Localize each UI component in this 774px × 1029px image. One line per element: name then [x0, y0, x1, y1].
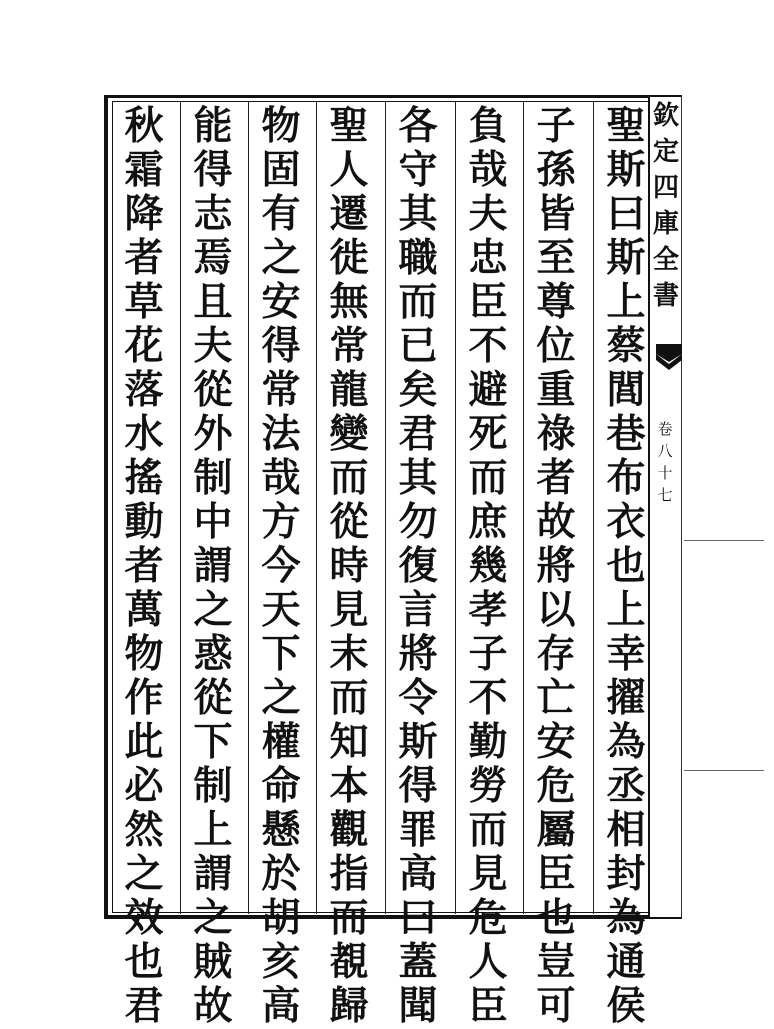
- glyph: 安: [536, 719, 576, 765]
- glyph: 中: [193, 499, 233, 545]
- glyph: 徙: [329, 235, 369, 281]
- glyph: 物: [124, 631, 164, 677]
- glyph: 草: [124, 279, 164, 325]
- glyph: 臣: [468, 279, 508, 325]
- glyph: 斯: [606, 235, 646, 281]
- glyph: 物: [261, 103, 301, 149]
- glyph: 變: [329, 411, 369, 457]
- glyph: 此: [124, 719, 164, 765]
- glyph: 蔡: [606, 323, 646, 369]
- glyph: 祿: [536, 411, 576, 457]
- glyph: 從: [193, 675, 233, 721]
- glyph: 其: [398, 455, 438, 501]
- glyph: 欽: [652, 101, 679, 131]
- glyph: 而: [468, 807, 508, 853]
- glyph: 至: [536, 235, 576, 281]
- glyph: 將: [536, 543, 576, 589]
- glyph: 命: [261, 763, 301, 809]
- glyph: 重: [536, 367, 576, 413]
- text-column: [319, 103, 379, 1029]
- text-column: [458, 103, 518, 1029]
- glyph: 四: [652, 173, 679, 203]
- glyph: 制: [193, 455, 233, 501]
- column-rule: [316, 102, 317, 914]
- glyph: 而: [398, 279, 438, 325]
- glyph: 常: [329, 323, 369, 369]
- glyph: 臣: [468, 983, 508, 1029]
- column-rule: [593, 102, 594, 914]
- glyph: 也: [536, 895, 576, 941]
- glyph: 十: [657, 464, 673, 482]
- glyph: 子: [536, 103, 576, 149]
- glyph: 勿: [398, 499, 438, 545]
- glyph: 動: [124, 499, 164, 545]
- glyph: 聖: [606, 103, 646, 149]
- glyph: 閭: [606, 367, 646, 413]
- text-column: [526, 103, 586, 1029]
- glyph: 外: [193, 411, 233, 457]
- fishtail-mark-icon: [656, 340, 682, 372]
- glyph: 子: [468, 631, 508, 677]
- glyph: 降: [124, 191, 164, 237]
- glyph: 志: [193, 191, 233, 237]
- glyph: 亡: [536, 675, 576, 721]
- glyph: 得: [398, 763, 438, 809]
- glyph: 危: [468, 895, 508, 941]
- glyph: 而: [329, 675, 369, 721]
- glyph: 幸: [606, 631, 646, 677]
- glyph: 庶: [468, 499, 508, 545]
- glyph: 人: [468, 939, 508, 985]
- glyph: 方: [261, 499, 301, 545]
- glyph: 斯: [398, 719, 438, 765]
- glyph: 君: [124, 983, 164, 1029]
- glyph: 秋: [124, 103, 164, 149]
- glyph: 卷: [657, 420, 673, 438]
- glyph: 有: [261, 191, 301, 237]
- glyph: 死: [468, 411, 508, 457]
- glyph: 得: [193, 147, 233, 193]
- glyph: 法: [261, 411, 301, 457]
- glyph: 龍: [329, 367, 369, 413]
- glyph: 落: [124, 367, 164, 413]
- glyph: 下: [193, 719, 233, 765]
- glyph: 定: [652, 137, 679, 167]
- glyph: 勞: [468, 763, 508, 809]
- glyph: 全: [652, 245, 679, 275]
- column-rule: [248, 102, 249, 914]
- glyph: 搖: [124, 455, 164, 501]
- glyph: 聞: [398, 983, 438, 1029]
- glyph: 上: [606, 587, 646, 633]
- glyph: 也: [606, 543, 646, 589]
- glyph: 制: [193, 763, 233, 809]
- glyph: 豈: [536, 939, 576, 985]
- glyph: 從: [193, 367, 233, 413]
- glyph: 聖: [329, 103, 369, 149]
- glyph: 焉: [193, 235, 233, 281]
- glyph: 懸: [261, 807, 301, 853]
- glyph: 效: [124, 895, 164, 941]
- glyph: 觀: [329, 807, 369, 853]
- glyph: 下: [261, 631, 301, 677]
- glyph: 夫: [193, 323, 233, 369]
- glyph: 七: [657, 486, 673, 504]
- glyph: 必: [124, 763, 164, 809]
- text-column: [114, 103, 174, 1029]
- glyph: 令: [398, 675, 438, 721]
- glyph: 位: [536, 323, 576, 369]
- glyph: 守: [398, 147, 438, 193]
- glyph: 臣: [536, 851, 576, 897]
- glyph: 然: [124, 807, 164, 853]
- glyph: 者: [124, 543, 164, 589]
- glyph: 者: [124, 235, 164, 281]
- glyph: 知: [329, 719, 369, 765]
- glyph: 皆: [536, 191, 576, 237]
- glyph: 勤: [468, 719, 508, 765]
- glyph: 故: [536, 499, 576, 545]
- text-column: [183, 103, 243, 1029]
- glyph: 不: [468, 675, 508, 721]
- glyph: 危: [536, 763, 576, 809]
- column-rule: [455, 102, 456, 914]
- glyph: 今: [261, 543, 301, 589]
- glyph: 而: [329, 895, 369, 941]
- glyph: 曰: [606, 191, 646, 237]
- glyph: 常: [261, 367, 301, 413]
- glyph: 避: [468, 367, 508, 413]
- glyph: 本: [329, 763, 369, 809]
- glyph: 作: [124, 675, 164, 721]
- glyph: 通: [606, 939, 646, 985]
- glyph: 矣: [398, 367, 438, 413]
- text-column: [251, 103, 311, 1029]
- glyph: 謂: [193, 851, 233, 897]
- glyph: 以: [536, 587, 576, 633]
- glyph: 幾: [468, 543, 508, 589]
- glyph: 存: [536, 631, 576, 677]
- glyph: 末: [329, 631, 369, 677]
- glyph: 之: [124, 851, 164, 897]
- glyph: 而: [468, 455, 508, 501]
- glyph: 其: [398, 191, 438, 237]
- glyph: 固: [261, 147, 301, 193]
- glyph: 巷: [606, 411, 646, 457]
- glyph: 職: [398, 235, 438, 281]
- glyph: 惑: [193, 631, 233, 677]
- glyph: 亥: [261, 939, 301, 985]
- glyph: 高: [398, 851, 438, 897]
- glyph: 指: [329, 851, 369, 897]
- glyph: 孫: [536, 147, 576, 193]
- glyph: 時: [329, 543, 369, 589]
- glyph: 復: [398, 543, 438, 589]
- glyph: 故: [193, 983, 233, 1029]
- glyph: 衣: [606, 499, 646, 545]
- glyph: 罪: [398, 807, 438, 853]
- glyph: 曰: [398, 895, 438, 941]
- text-column: [388, 103, 448, 1029]
- glyph: 侯: [606, 983, 646, 1029]
- glyph: 哉: [261, 455, 301, 501]
- text-column: [596, 103, 656, 1029]
- glyph: 尊: [536, 279, 576, 325]
- glyph: 蓋: [398, 939, 438, 985]
- glyph: 之: [193, 587, 233, 633]
- glyph: 上: [193, 807, 233, 853]
- glyph: 已: [398, 323, 438, 369]
- glyph: 上: [606, 279, 646, 325]
- glyph: 權: [261, 719, 301, 765]
- glyph: 庫: [652, 209, 679, 239]
- glyph: 可: [536, 983, 576, 1029]
- glyph: 而: [329, 455, 369, 501]
- glyph: 孝: [468, 587, 508, 633]
- glyph: 高: [261, 983, 301, 1029]
- glyph: 無: [329, 279, 369, 325]
- glyph: 天: [261, 587, 301, 633]
- column-rule: [180, 102, 181, 914]
- glyph: 遷: [329, 191, 369, 237]
- glyph: 相: [606, 807, 646, 853]
- glyph: 不: [468, 323, 508, 369]
- glyph: 萬: [124, 587, 164, 633]
- glyph: 之: [261, 235, 301, 281]
- glyph: 忠: [468, 235, 508, 281]
- glyph: 見: [329, 587, 369, 633]
- glyph: 也: [124, 939, 164, 985]
- glyph: 覩: [329, 939, 369, 985]
- glyph: 人: [329, 147, 369, 193]
- glyph: 者: [536, 455, 576, 501]
- glyph: 見: [468, 851, 508, 897]
- glyph: 君: [398, 411, 438, 457]
- glyph: 言: [398, 587, 438, 633]
- glyph: 賊: [193, 939, 233, 985]
- glyph: 水: [124, 411, 164, 457]
- margin-tick: [684, 540, 764, 541]
- glyph: 屬: [536, 807, 576, 853]
- glyph: 得: [261, 323, 301, 369]
- glyph: 八: [657, 442, 673, 460]
- glyph: 各: [398, 103, 438, 149]
- column-rule: [385, 102, 386, 914]
- glyph: 能: [193, 103, 233, 149]
- glyph: 花: [124, 323, 164, 369]
- glyph: 夫: [468, 191, 508, 237]
- glyph: 將: [398, 631, 438, 677]
- glyph: 且: [193, 279, 233, 325]
- glyph: 哉: [468, 147, 508, 193]
- glyph: 書: [652, 281, 679, 311]
- glyph: 從: [329, 499, 369, 545]
- glyph: 安: [261, 279, 301, 325]
- glyph: 於: [261, 851, 301, 897]
- column-rule: [523, 102, 524, 914]
- glyph: 胡: [261, 895, 301, 941]
- glyph: 封: [606, 851, 646, 897]
- glyph: 斯: [606, 147, 646, 193]
- glyph: 為: [606, 719, 646, 765]
- glyph: 為: [606, 895, 646, 941]
- glyph: 擢: [606, 675, 646, 721]
- glyph: 丞: [606, 763, 646, 809]
- glyph: 謂: [193, 543, 233, 589]
- glyph: 負: [468, 103, 508, 149]
- margin-tick: [684, 770, 764, 771]
- glyph: 之: [193, 895, 233, 941]
- volume-label: [654, 418, 676, 506]
- glyph: 之: [261, 675, 301, 721]
- glyph: 歸: [329, 983, 369, 1029]
- glyph: 霜: [124, 147, 164, 193]
- glyph: 布: [606, 455, 646, 501]
